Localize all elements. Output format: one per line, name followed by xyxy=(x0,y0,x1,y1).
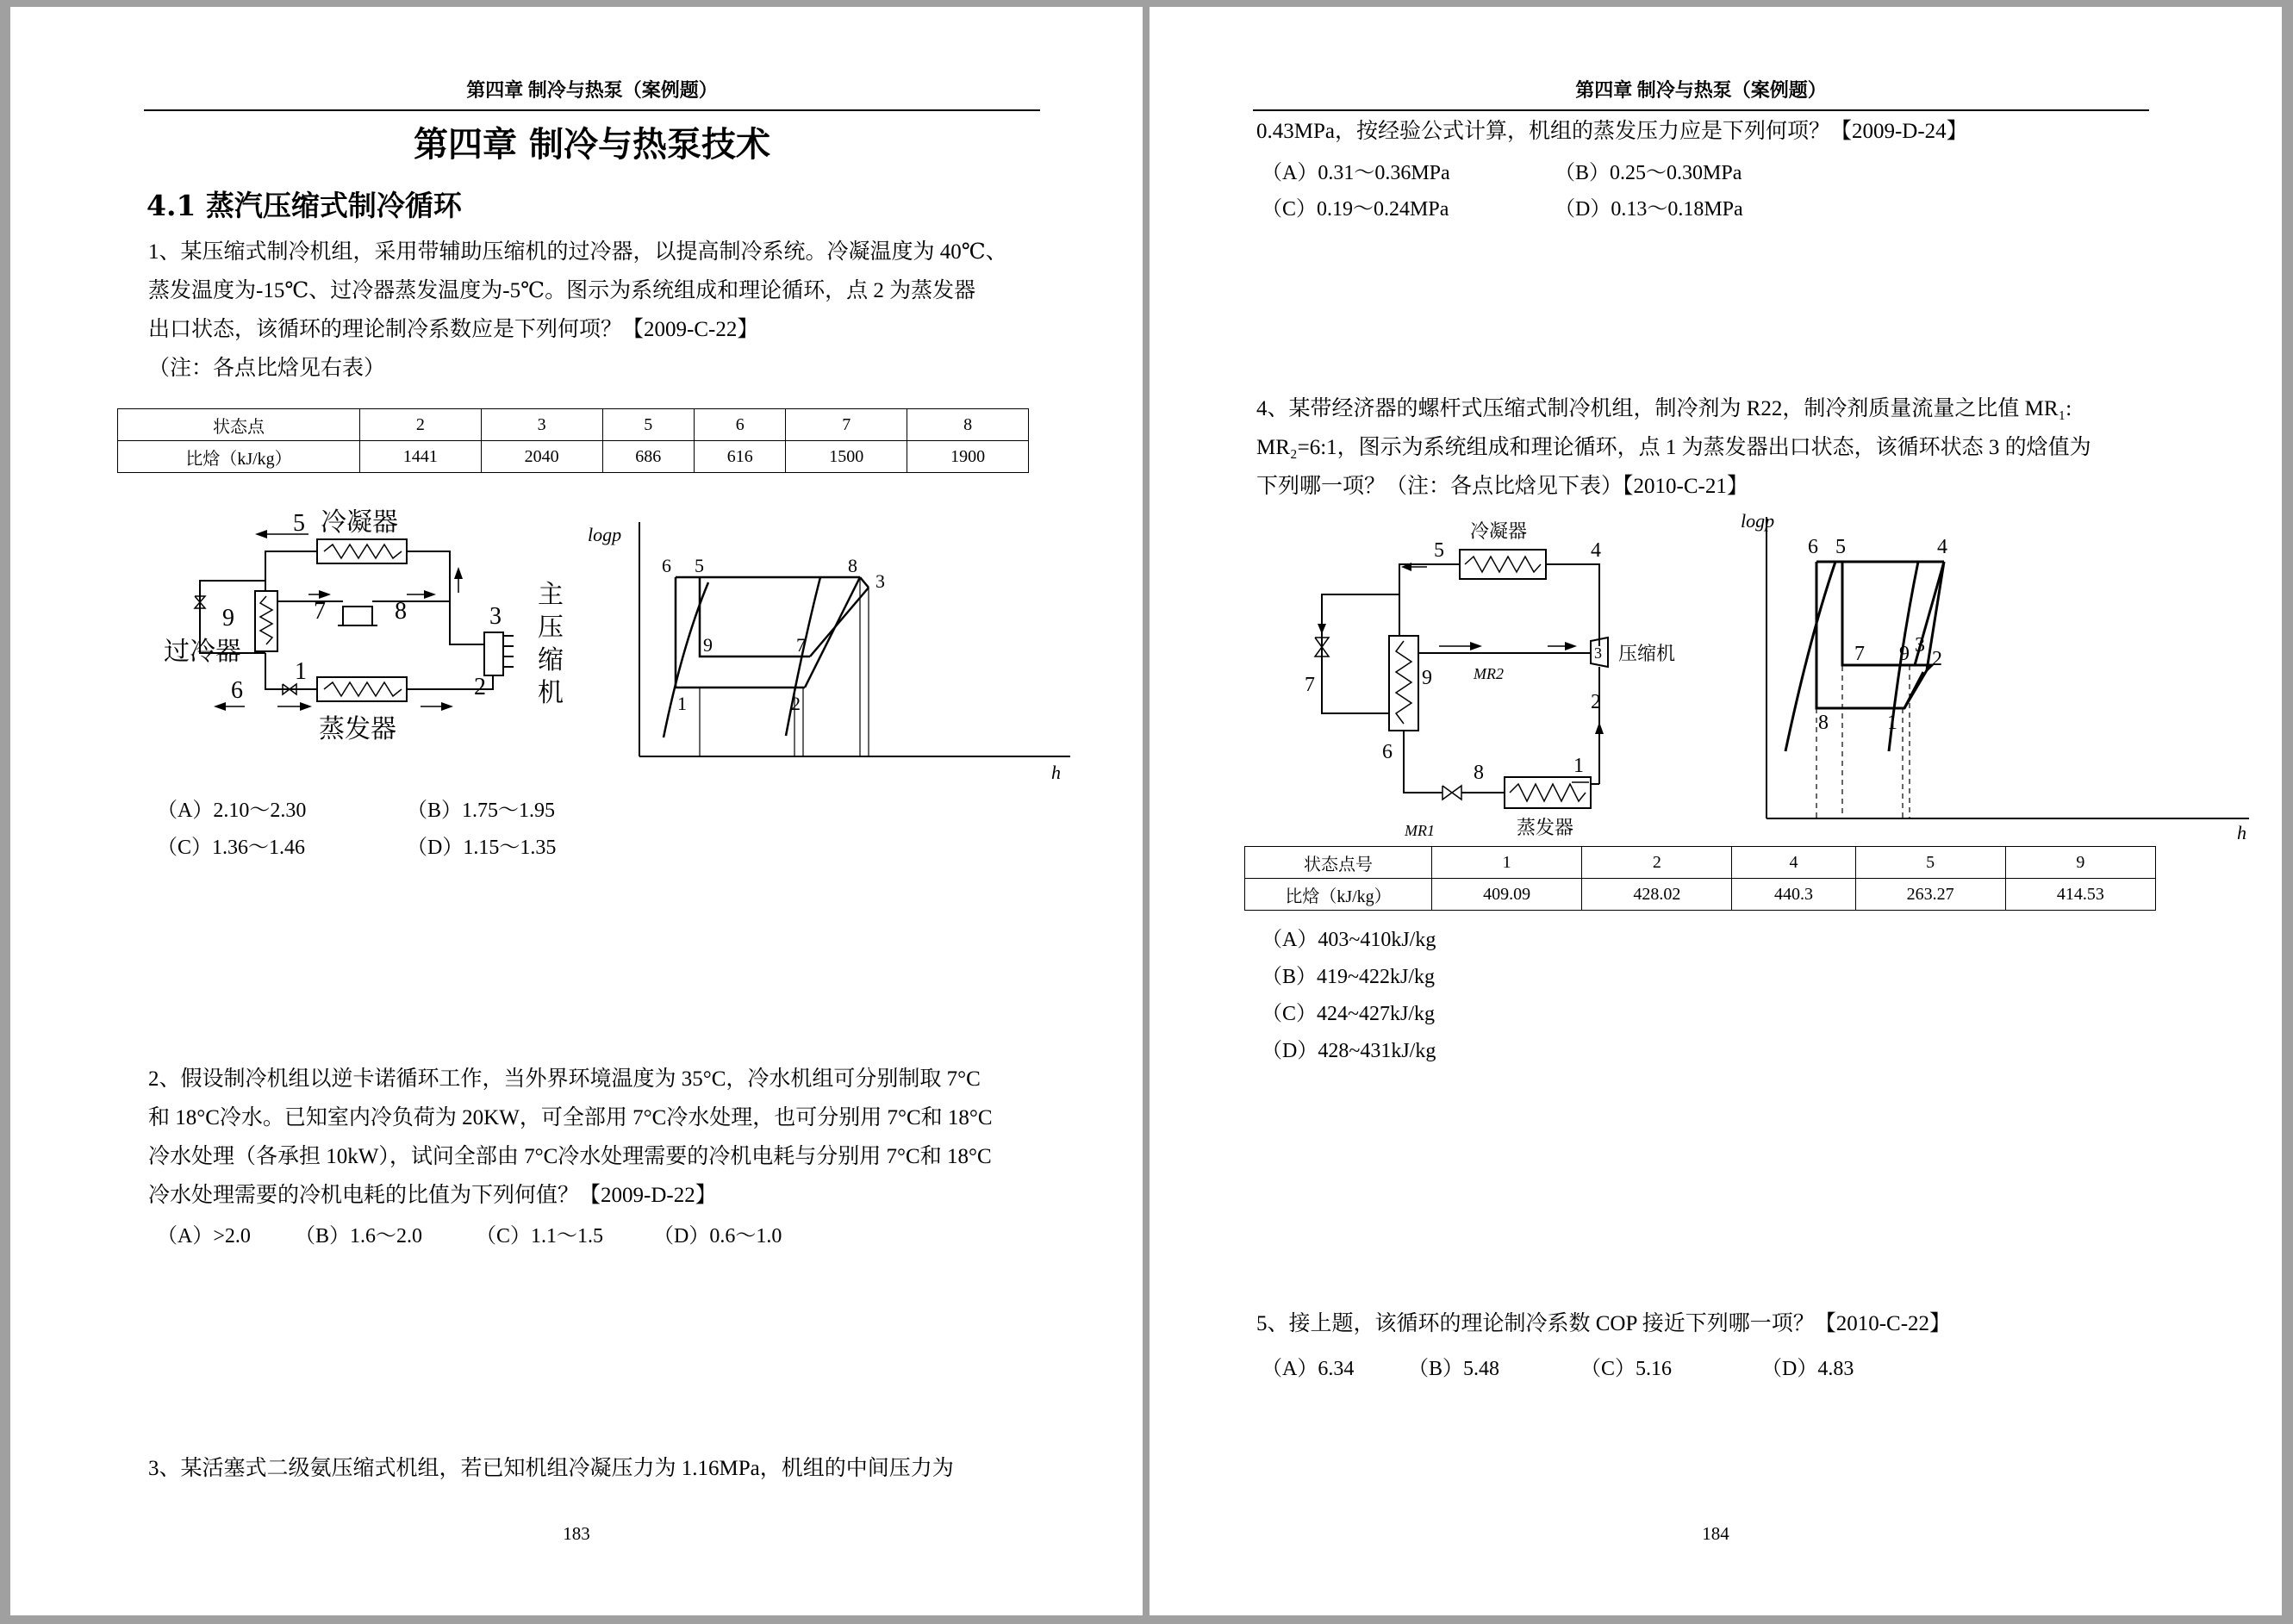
table-cell: 5 xyxy=(602,409,694,441)
point-label: 5 xyxy=(695,555,704,576)
point-label: 9 xyxy=(1899,643,1910,665)
point-label: 8 xyxy=(1818,712,1829,734)
compressor-label: 压缩机 xyxy=(1618,643,1676,664)
table-cell: 686 xyxy=(602,441,694,473)
q1-enthalpy-table xyxy=(117,408,1029,473)
point-label: 2 xyxy=(1932,648,1942,670)
q2-line2: 和 18°C冷水。已知室内冷负荷为 20KW，可全部用 7°C冷水处理，也可分别用 7°C和 18°C xyxy=(148,1106,993,1129)
q4-line2: MR₂=6:1，图示为系统组成和理论循环，点 1 为蒸发器出口状态，该循环状态 3 的焓值为 xyxy=(1256,436,2091,459)
point-label: 2 xyxy=(474,674,486,700)
table-cell: 2040 xyxy=(481,441,602,473)
table-cell: 1900 xyxy=(907,441,1029,473)
q4-enthalpy-table xyxy=(1244,846,2156,911)
main-compressor xyxy=(484,632,503,675)
table-cell: 5 xyxy=(1855,847,2005,879)
table-cell: 2 xyxy=(1582,847,1732,879)
q4-logp-h-diagram xyxy=(1732,508,2258,853)
q2-option-a: （A）>2.0 xyxy=(157,1225,251,1248)
q1-line2: 蒸发温度为-15℃、过冷器蒸发温度为-5℃。图示为系统组成和理论循环，点 2 为蒸发器 xyxy=(148,279,976,302)
point-label: 3 xyxy=(1594,644,1602,662)
q4-option-a: （A）403~410kJ/kg xyxy=(1262,929,1436,951)
q2-option-c: （C）1.1～1.5 xyxy=(476,1225,604,1248)
table-cell: 8 xyxy=(907,409,1029,441)
point-label: 5 xyxy=(1835,536,1846,558)
table-cell: 3 xyxy=(481,409,602,441)
running-header: 第四章 制冷与热泵（案例题） xyxy=(1253,76,2149,111)
q1-line1: 1、某压缩式制冷机组，采用带辅助压缩机的过冷器，以提高制冷系统。冷凝温度为 40℃、 xyxy=(148,240,1007,264)
condenser-label: 冷凝器 xyxy=(1470,520,1528,542)
q4-line1: 4、某带经济器的螺杆式压缩式制冷机组，制冷剂为 R22，制冷剂质量流量之比值 MR₁: xyxy=(1256,397,2072,420)
page-number: 184 xyxy=(1702,1523,1729,1544)
q2-option-b: （B）1.6～2.0 xyxy=(295,1225,423,1248)
subcooler-box xyxy=(255,591,277,651)
point-label: 7 xyxy=(1854,643,1865,665)
point-label: 9 xyxy=(1422,667,1432,689)
table-cell: 比焓（kJ/kg） xyxy=(118,441,360,473)
point-label: 6 xyxy=(1808,536,1818,558)
point-label: 5 xyxy=(1434,539,1444,562)
q2-option-d: （D）0.6～1.0 xyxy=(653,1225,782,1248)
q1-option-c: （C）1.36～1.46 xyxy=(157,837,306,859)
q1-option-a: （A）2.10～2.30 xyxy=(157,800,307,822)
q3-continuation: 0.43MPa，按经验公式计算，机组的蒸发压力应是下列何项？【2009-D-24】 xyxy=(1256,120,1968,143)
table-header-row xyxy=(118,409,1029,441)
q5-option-b: （B）5.48 xyxy=(1408,1358,1500,1380)
page-number: 183 xyxy=(563,1523,590,1544)
q5-option-c: （C）5.16 xyxy=(1580,1358,1673,1380)
q3-option-c: （C）0.19～0.24MPa xyxy=(1262,198,1449,221)
page-183 xyxy=(10,7,1143,1615)
table-cell: 状态点 xyxy=(118,409,360,441)
table-cell: 2 xyxy=(360,409,482,441)
q2-line1: 2、假设制冷机组以逆卡诺循环工作，当外界环境温度为 35°C，冷水机组可分别制取 7°C xyxy=(148,1067,981,1091)
table-cell: 6 xyxy=(694,409,785,441)
point-label: 6 xyxy=(1382,741,1393,763)
table-cell: 409.09 xyxy=(1432,879,1582,911)
condenser-box xyxy=(1460,550,1546,579)
q1-option-b: （B）1.75～1.95 xyxy=(407,800,556,822)
point-label: 1 xyxy=(677,693,687,714)
q3-option-d: （D）0.13～0.18MPa xyxy=(1555,198,1743,221)
table-cell: 440.3 xyxy=(1732,879,1855,911)
point-label: 3 xyxy=(489,603,502,630)
point-label: 1 xyxy=(295,658,307,685)
condenser-box xyxy=(317,539,407,563)
q3-line1: 3、某活塞式二级氨压缩式机组，若已知机组冷凝压力为 1.16MPa，机组的中间压力为 xyxy=(148,1457,954,1480)
condenser-label: 冷凝器 xyxy=(321,508,398,537)
main-compressor-label: 主 xyxy=(538,581,564,609)
q1-option-d: （D）1.15～1.35 xyxy=(407,837,557,859)
main-compressor-label: 机 xyxy=(538,679,564,707)
point-label: 9 xyxy=(222,605,234,632)
economizer-box xyxy=(1389,636,1418,731)
point-label: 4 xyxy=(1591,539,1601,562)
subcooler-label: 过冷器 xyxy=(164,638,241,666)
evaporator-label: 蒸发器 xyxy=(319,715,396,744)
evaporator-label: 蒸发器 xyxy=(1517,817,1574,838)
point-label: 6 xyxy=(231,677,243,704)
point-label: 2 xyxy=(1591,691,1601,713)
evaporator-box xyxy=(317,677,407,701)
table-cell: 4 xyxy=(1732,847,1855,879)
point-label: 1 xyxy=(1887,712,1897,734)
axis-ylabel: logp xyxy=(1741,510,1775,532)
point-label: 1 xyxy=(1573,755,1584,777)
point-label: 7 xyxy=(796,634,806,656)
q1-system-schematic xyxy=(148,507,596,756)
q4-option-b: （B）419~422kJ/kg xyxy=(1262,966,1435,988)
q2-line4: 冷水处理需要的冷机电耗的比值为下列何值？【2009-D-22】 xyxy=(148,1184,717,1207)
q4-option-c: （C）424~427kJ/kg xyxy=(1262,1003,1435,1025)
aux-compressor xyxy=(343,607,372,625)
point-label: 2 xyxy=(791,693,801,714)
flow-label-mr1: MR1 xyxy=(1405,822,1435,839)
axis-xlabel: h xyxy=(2237,822,2246,843)
q2-line3: 冷水处理（各承担 10kW），试问全部由 7°C冷水处理需要的冷机电耗与分别用 7°C和 18°C xyxy=(148,1145,992,1168)
table-cell: 9 xyxy=(2005,847,2155,879)
table-row xyxy=(118,441,1029,473)
point-label: 8 xyxy=(395,598,407,625)
point-label: 7 xyxy=(314,598,326,625)
main-compressor-label: 缩 xyxy=(538,646,564,675)
point-label: 6 xyxy=(662,555,671,576)
q3-option-a: （A）0.31～0.36MPa xyxy=(1262,162,1450,184)
table-header-row xyxy=(1245,847,2156,879)
q1-note: （注：各点比焓见右表） xyxy=(148,357,386,380)
q5-line1: 5、接上题，该循环的理论制冷系数 COP 接近下列哪一项？【2010-C-22】 xyxy=(1256,1312,1952,1335)
flow-label-mr2: MR2 xyxy=(1474,665,1504,682)
table-cell: 616 xyxy=(694,441,785,473)
table-cell: 414.53 xyxy=(2005,879,2155,911)
axis-ylabel: logp xyxy=(588,524,622,545)
page-184 xyxy=(1150,7,2282,1615)
point-label: 5 xyxy=(293,510,305,537)
table-cell: 比焓（kJ/kg） xyxy=(1245,879,1432,911)
q3-option-b: （B）0.25～0.30MPa xyxy=(1555,162,1742,184)
table-cell: 1441 xyxy=(360,441,482,473)
table-cell: 428.02 xyxy=(1582,879,1732,911)
running-header: 第四章 制冷与热泵（案例题） xyxy=(144,76,1040,111)
table-cell: 7 xyxy=(786,409,907,441)
point-label: 3 xyxy=(1915,634,1925,656)
table-row xyxy=(1245,879,2156,911)
point-label: 8 xyxy=(848,555,857,576)
point-label: 9 xyxy=(703,634,713,656)
table-cell: 1 xyxy=(1432,847,1582,879)
point-label: 7 xyxy=(1305,674,1315,696)
q4-line3: 下列哪一项？（注：各点比焓见下表）【2010-C-21】 xyxy=(1256,475,1748,498)
q4-system-schematic xyxy=(1279,508,1761,844)
axis-xlabel: h xyxy=(1051,762,1061,783)
q4-option-d: （D）428~431kJ/kg xyxy=(1262,1040,1436,1062)
q5-option-d: （D）4.83 xyxy=(1761,1358,1854,1380)
table-cell: 状态点号 xyxy=(1245,847,1432,879)
point-label: 3 xyxy=(875,570,885,592)
table-cell: 1500 xyxy=(786,441,907,473)
point-label: 4 xyxy=(1937,536,1947,558)
point-label: 8 xyxy=(1474,762,1484,784)
section-title: 4.1 蒸汽压缩式制冷循环 xyxy=(146,189,462,222)
table-cell: 263.27 xyxy=(1855,879,2005,911)
main-compressor-label: 压 xyxy=(538,613,564,642)
q1-logp-h-diagram xyxy=(588,515,1087,791)
chapter-title: 第四章 制冷与热泵技术 xyxy=(414,124,770,165)
q1-line3: 出口状态，该循环的理论制冷系数应是下列何项？【2009-C-22】 xyxy=(148,318,759,341)
q5-option-a: （A）6.34 xyxy=(1262,1358,1355,1380)
